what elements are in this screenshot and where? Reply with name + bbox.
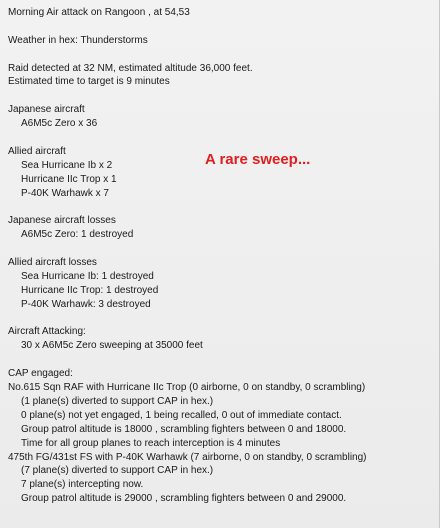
attacking-heading: Aircraft Attacking: <box>8 326 86 338</box>
cap-heading: CAP engaged: <box>8 368 73 380</box>
cap-unit-detail: Group patrol altitude is 29000 , scrambling fighters between 0 and 29000. <box>21 493 347 505</box>
allied-aircraft-item: Hurricane IIc Trop x 1 <box>21 173 117 185</box>
japanese-aircraft-item: A6M5c Zero x 36 <box>21 118 98 130</box>
spacer <box>8 353 439 367</box>
rare-sweep-callout: A rare sweep... <box>205 151 311 168</box>
cap-unit-name: No.615 Sqn RAF with Hurricane IIc Trop (0 airborne, 0 on standby, 0 scrambling) <box>8 382 366 394</box>
allied-aircraft-heading: Allied aircraft <box>8 145 66 157</box>
allied-losses-heading: Allied aircraft losses <box>8 257 97 269</box>
spacer <box>8 200 439 214</box>
attacking-item: 30 x A6M5c Zero sweeping at 35000 feet <box>21 340 203 352</box>
spacer <box>8 48 439 62</box>
cap-unit-detail: 7 plane(s) intercepting now. <box>21 479 144 491</box>
allied-losses-item: Hurricane IIc Trop: 1 destroyed <box>21 284 159 296</box>
allied-aircraft-item: Sea Hurricane Ib x 2 <box>21 159 113 171</box>
japanese-losses-item: A6M5c Zero: 1 destroyed <box>21 229 134 241</box>
spacer <box>8 242 439 256</box>
spacer <box>8 89 439 103</box>
time-to-target-line: Estimated time to target is 9 minutes <box>8 76 170 88</box>
cap-unit-detail: (7 plane(s) diverted to support CAP in hex.) <box>21 465 214 477</box>
allied-losses-item: P-40K Warhawk: 3 destroyed <box>21 298 151 310</box>
cap-unit-detail: Time for all group planes to reach interception is 4 minutes <box>21 437 281 449</box>
report-title: Morning Air attack on Rangoon , at 54,53 <box>8 7 190 18</box>
cap-unit-detail: (1 plane(s) diverted to support CAP in hex.) <box>21 395 214 407</box>
weather-line: Weather in hex: Thunderstorms <box>8 34 148 46</box>
cap-unit-name: 475th FG/431st FS with P-40K Warhawk (7 airborne, 0 on standby, 0 scrambling) <box>8 451 367 463</box>
spacer <box>8 131 439 145</box>
allied-losses-item: Sea Hurricane Ib: 1 destroyed <box>21 270 154 282</box>
cap-unit-detail: 0 plane(s) not yet engaged, 1 being recalled, 0 out of immediate contact. <box>21 409 342 421</box>
spacer <box>8 312 439 326</box>
spacer <box>8 20 439 34</box>
allied-aircraft-item: P-40K Warhawk x 7 <box>21 187 109 199</box>
raid-detected-line: Raid detected at 32 NM, estimated altitude 36,000 feet. <box>8 62 253 74</box>
japanese-losses-heading: Japanese aircraft losses <box>8 215 116 227</box>
cap-unit-detail: Group patrol altitude is 18000 , scrambling fighters between 0 and 18000. <box>21 423 347 435</box>
japanese-aircraft-heading: Japanese aircraft <box>8 104 85 116</box>
